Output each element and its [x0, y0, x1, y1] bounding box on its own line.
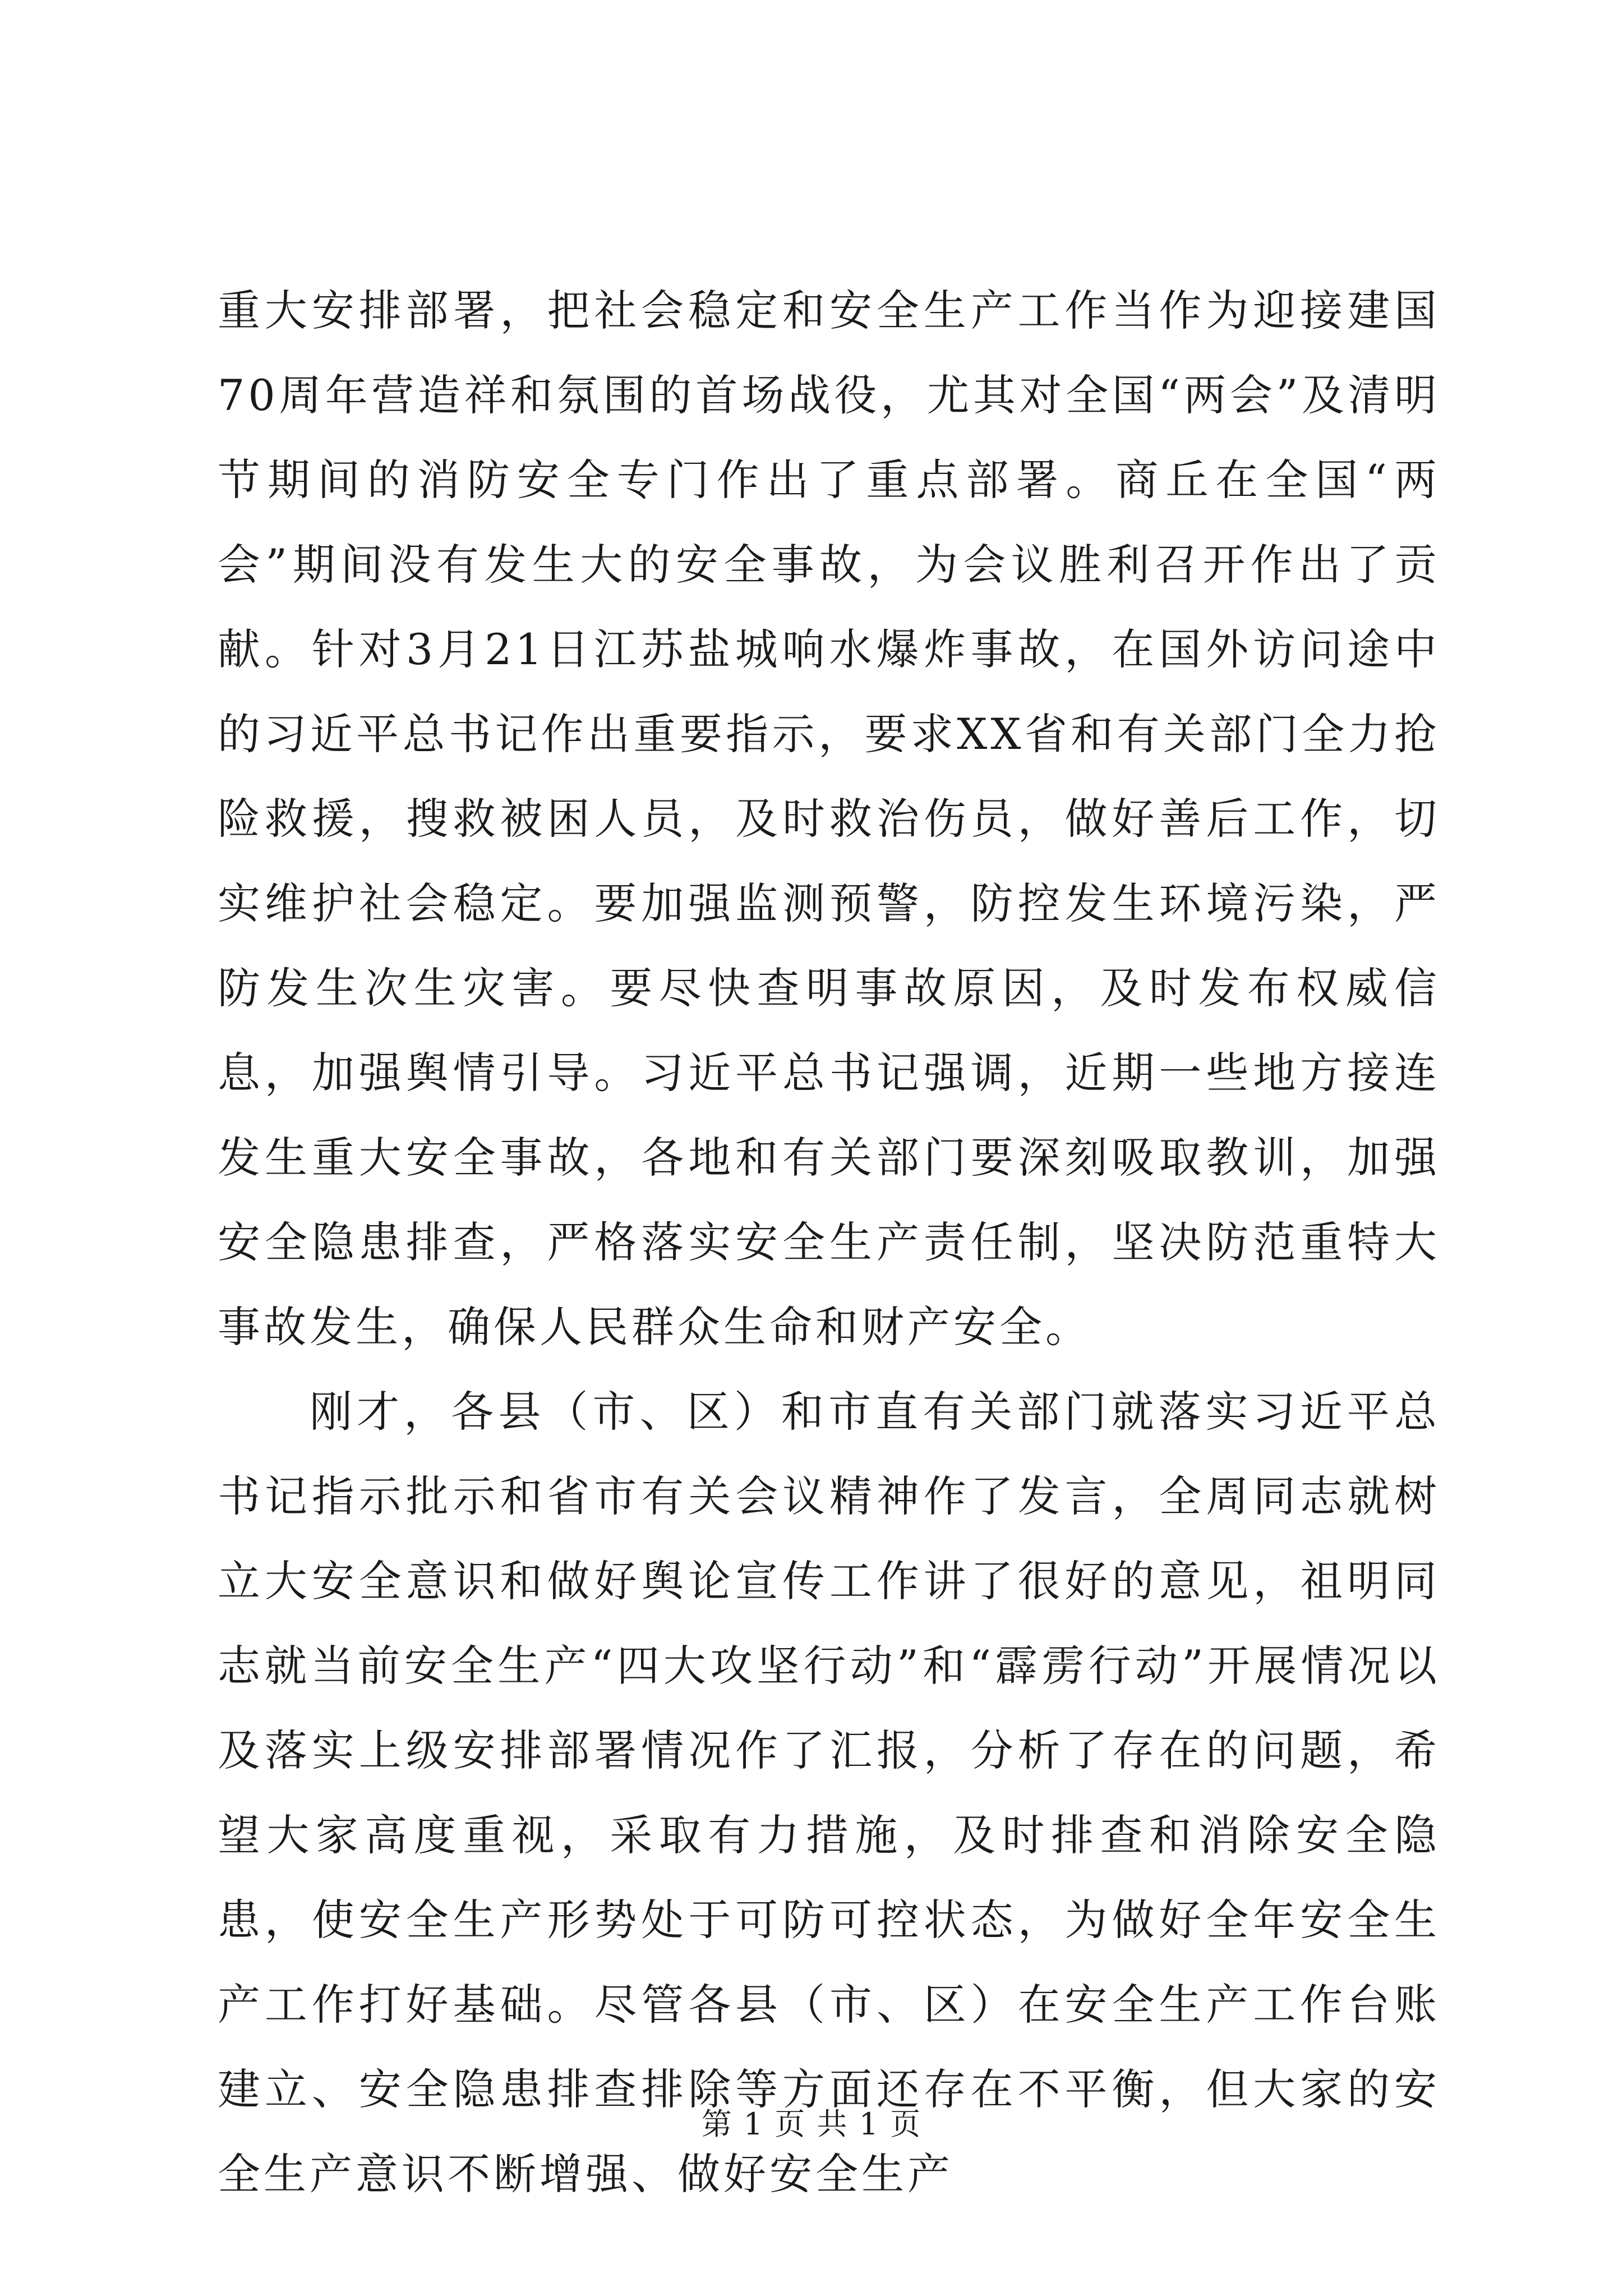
paragraph-continued: 重大安排部署，把社会稳定和安全生产工作当作为迎接建国70周年营造祥和氛围的首场战役，尤其对全国“两会”及清明节期间的消防安全专门作出了重点部署。商丘在全国“两会”期间没有发生大的安全事故，为会议胜利召开作出了贡献。针对3月21日江苏盐城响水爆炸事故，在国外访问途中的习近平总书记作出重要指示，要求XX省和有关部门全力抢险救援，搜救被困人员，及时救治伤员，做好善后工作，切实维护社会稳定。要加强监测预警，防控发生环境污染，严防发生次生灾害。要尽快查明事故原因，及时发布权威信息，加强舆情引导。习近平总书记强调，近期一些地方接连发生重大安全事故，各地和有关部门要深刻吸取教训，加强安全隐患排查，严格落实安全生产责任制，坚决防范重特大事故发生，确保人民群众生命和财产安全。	[218, 286, 1440, 1352]
page-footer: 第 1 页 共 1 页	[701, 2106, 922, 2142]
paragraph: 刚才，各县（市、区）和市直有关部门就落实习近平总书记指示批示和省市有关会议精神作了发言，全周同志就树立大安全意识和做好舆论宣传工作讲了很好的意见，祖明同志就当前安全生产“四大攻坚行动”和“霹雳行动”开展情况以及落实上级安排部署情况作了汇报，分析了存在的问题，希望大家高度重视，采取有力措施，及时排查和消除安全隐患，使安全生产形势处于可防可控状态，为做好全年安全生产工作打好基础。尽管各县（市、区）在安全生产工作台账建立、安全隐患排查排除等方面还存在不平衡，但大家的安全生产意识不断增强、做好安全生产	[218, 1387, 1440, 2199]
document-body	[218, 268, 1440, 2216]
